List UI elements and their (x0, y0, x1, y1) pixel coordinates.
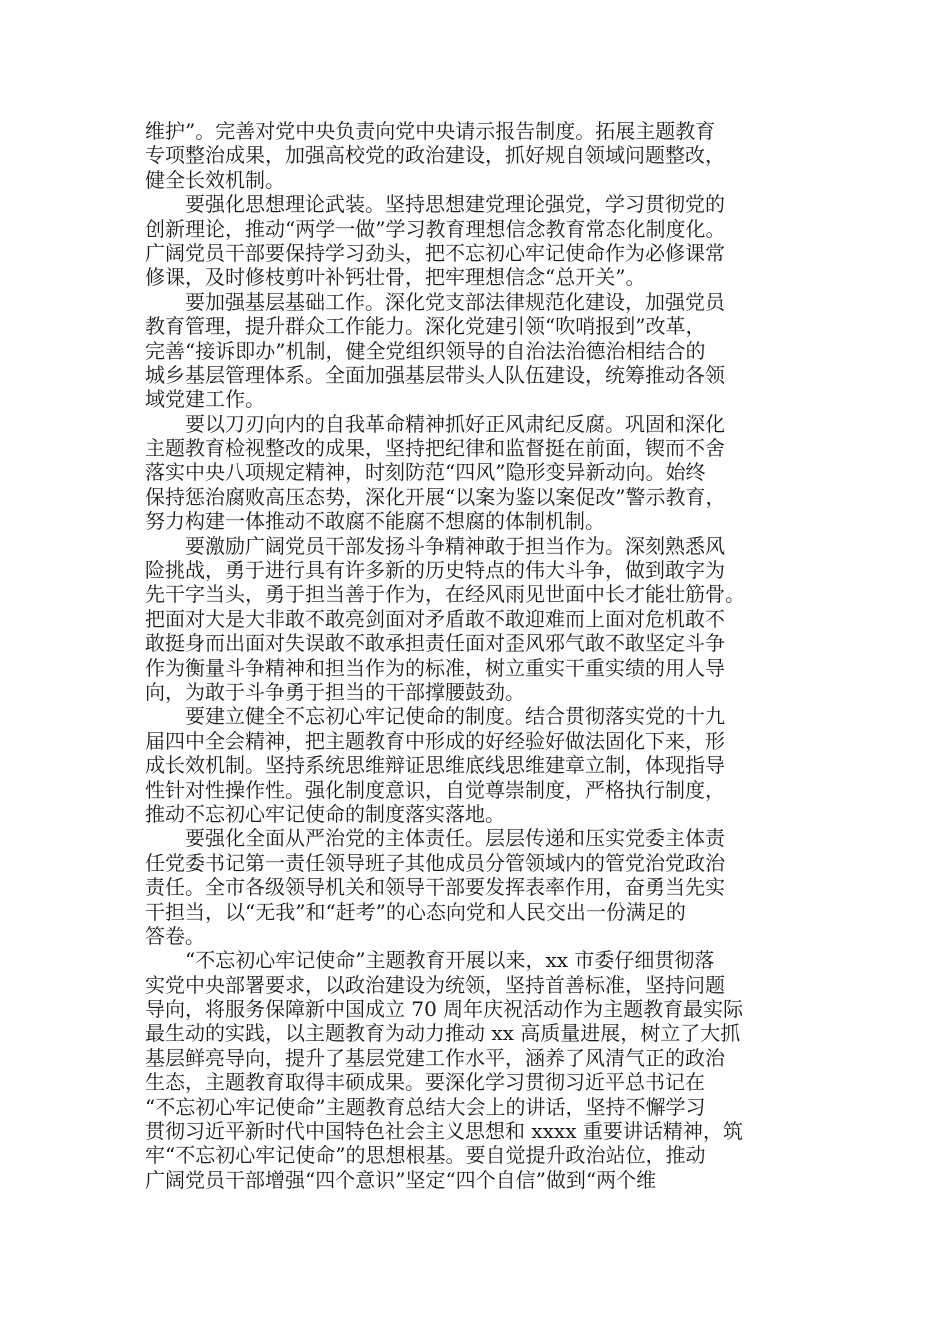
text-line: 把面对大是大非敢不敢亮剑面对矛盾敢不敢迎难而上面对危机敢不 (145, 606, 725, 631)
paragraph (145, 948, 815, 1192)
text-line: 任党委书记第一责任领导班子其他成员分管领域内的管党治党政治 (145, 850, 725, 875)
text-line: 创新理论，推动“两学一做”学习教育理想信念教育常态化制度化。 (145, 216, 726, 241)
paragraph (145, 119, 815, 192)
text-line: 牢“不忘初心牢记使命”的思想根基。要自觉提升政治站位，推动 (145, 1143, 706, 1168)
text-line: 完善“接诉即办”机制，健全党组织领导的自治法治德治相结合的 (145, 338, 706, 363)
text-line: 向，为敢于斗争勇于担当的干部撑腰鼓劲。 (145, 679, 525, 704)
paragraph (145, 826, 815, 948)
text-line: 要激励广阔党员干部发扬斗争精神敢于担当作为。深刻熟悉风 (145, 533, 725, 558)
text-line: 导向，将服务保障新中国成立 70 周年庆祝活动作为主题教育最实际 (145, 997, 744, 1022)
text-line: 城乡基层管理体系。全面加强基层带头人队伍建设，统筹推动各领 (145, 362, 725, 387)
text-line: 答卷。 (145, 923, 205, 948)
paragraph (145, 192, 815, 290)
text-line: 广阔党员干部要保持学习劲头，把不忘初心牢记使命作为必修课常 (145, 240, 725, 265)
text-line: 生态，主题教育取得丰硕成果。要深化学习贯彻习近平总书记在 (145, 1070, 705, 1095)
document-body (145, 119, 815, 1192)
text-line: 主题教育检视整改的成果，坚持把纪律和监督挺在前面，锲而不舍 (145, 436, 725, 461)
text-line: 要以刀刃向内的自我革命精神抓好正风肃纪反腐。巩固和深化 (145, 411, 725, 436)
text-line: 落实中央八项规定精神，时刻防范“四风”隐形变异新动向。始终 (145, 460, 706, 485)
text-line: 广阔党员干部增强“四个意识”坚定“四个自信”做到“两个维 (145, 1167, 657, 1192)
text-line: 先干字当头，勇于担当善于作为，在经风雨见世面中长才能壮筋骨。 (145, 582, 745, 607)
text-line: 险挑战，勇于进行具有许多新的历史特点的伟大斗争，做到敢字为 (145, 558, 725, 583)
text-line: 努力构建一体推动不敢腐不能腐不想腐的体制机制。 (145, 509, 605, 534)
text-line: 贯彻习近平新时代中国特色社会主义思想和 xxxx 重要讲话精神，筑 (145, 1119, 743, 1144)
text-line: 健全长效机制。 (145, 167, 285, 192)
text-line: 敢挺身而出面对失误敢不敢承担责任面对歪风邪气敢不敢坚定斗争 (145, 631, 725, 656)
paragraph (145, 534, 815, 705)
text-line: 要强化全面从严治党的主体责任。层层传递和压实党委主体责 (145, 826, 725, 851)
paragraph (145, 704, 815, 826)
text-line: 性针对性操作性。强化制度意识，自觉尊崇制度，严格执行制度， (145, 777, 725, 802)
text-line: 最生动的实践，以主题教育为动力推动 xx 高质量进展，树立了大抓 (145, 1021, 741, 1046)
text-line: 专项整治成果，加强高校党的政治建设，抓好规自领域问题整改， (145, 143, 725, 168)
text-line: 基层鲜亮导向，提升了基层党建工作水平，涵养了风清气正的政治 (145, 1045, 725, 1070)
paragraph (145, 290, 815, 412)
text-line: “不忘初心牢记使命”主题教育总结大会上的讲话，坚持不懈学习 (145, 1094, 706, 1119)
text-line: 教育管理，提升群众工作能力。深化党建引领“吹哨报到”改革， (145, 314, 706, 339)
text-line: 干担当，以“无我”和“赶考”的心态向党和人民交出一份满足的 (145, 899, 686, 924)
text-line: 成长效机制。坚持系统思维辩证思维底线思维建章立制，体现指导 (145, 753, 725, 778)
text-line: 作为衡量斗争精神和担当作为的标准，树立重实干重实绩的用人导 (145, 655, 725, 680)
text-line: 要强化思想理论武装。坚持思想建党理论强党，学习贯彻党的 (145, 192, 725, 217)
text-line: 推动不忘初心牢记使命的制度落实落地。 (145, 801, 505, 826)
text-line: 要建立健全不忘初心牢记使命的制度。结合贯彻落实党的十九 (145, 704, 725, 729)
text-line: 责任。全市各级领导机关和领导干部要发挥表率作用，奋勇当先实 (145, 875, 725, 900)
text-line: “不忘初心牢记使命”主题教育开展以来，xx 市委仔细贯彻落 (145, 948, 715, 973)
text-line: 维护”。完善对党中央负责向党中央请示报告制度。拓展主题教育 (145, 119, 716, 143)
text-line: 届四中全会精神，把主题教育中形成的好经验好做法固化下来，形 (145, 728, 725, 753)
text-line: 保持惩治腐败高压态势，深化开展“以案为鉴以案促改”警示教育， (145, 484, 726, 509)
text-line: 实党中央部署要求，以政治建设为统领，坚持首善标准，坚持问题 (145, 972, 725, 997)
text-line: 要加强基层基础工作。深化党支部法律规范化建设，加强党员 (145, 289, 725, 314)
text-line: 域党建工作。 (145, 387, 265, 412)
paragraph (145, 412, 815, 534)
text-line: 修课，及时修枝剪叶补钙壮骨，把牢理想信念“总开关”。 (145, 265, 646, 290)
